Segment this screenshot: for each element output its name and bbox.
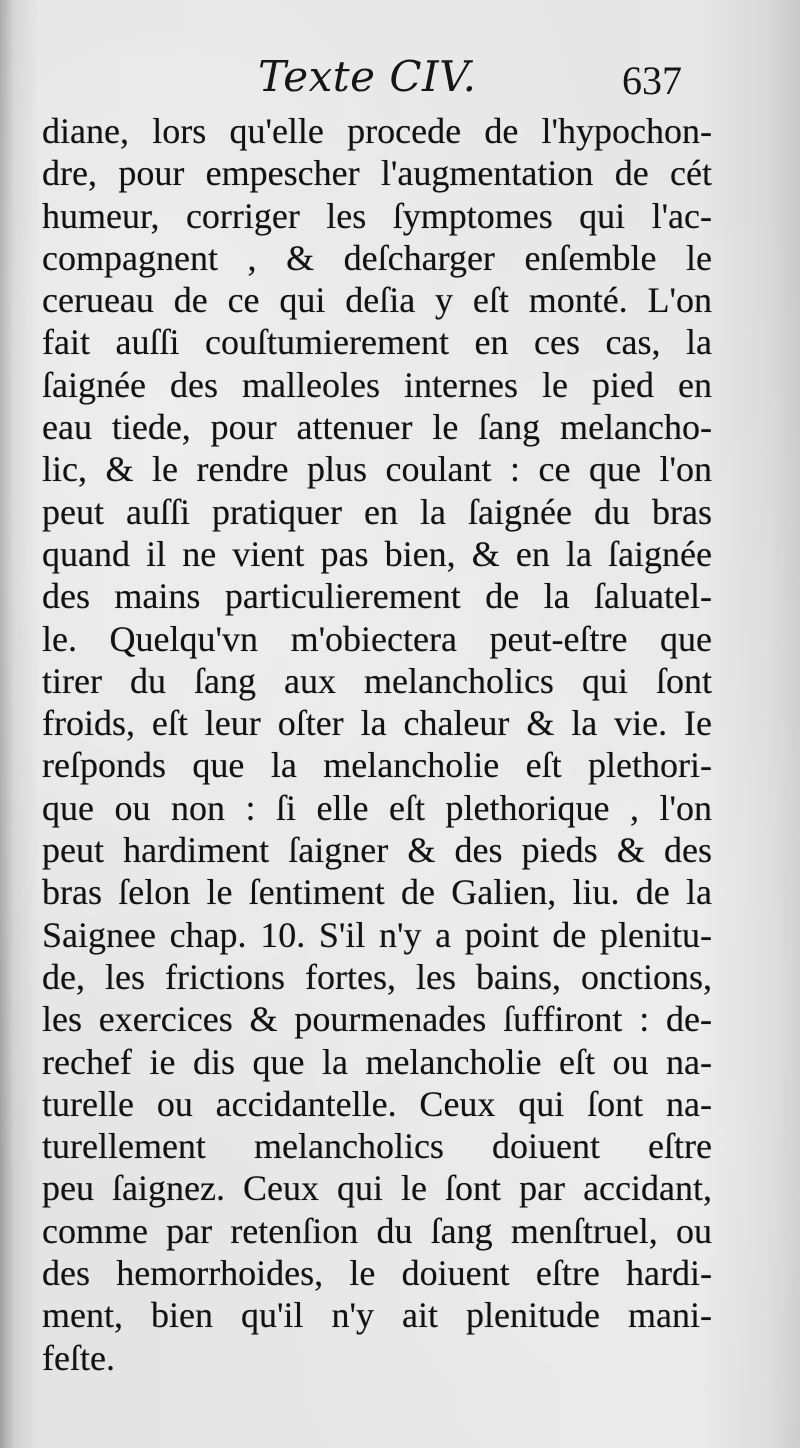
text-line: eau tiede, pour attenuer le ſang melancho-	[42, 407, 712, 448]
text-line: feſte.	[42, 1337, 115, 1378]
page-number: 637	[622, 58, 682, 103]
text-line: rechef ie dis que la melancholie eſt ou na-	[42, 1041, 712, 1082]
text-line: bras ſelon le ſentiment de Galien, liu. de la	[42, 872, 712, 913]
text-line: reſponds que la melancholie eſt plethori-	[42, 745, 712, 786]
text-line: diane, lors qu'elle procede de l'hypochon-	[42, 111, 712, 151]
text-line: Saignee chap. 10. S'il n'y a point de plenitu-	[42, 914, 712, 955]
text-line: froids, eſt leur oſter la chaleur & la vie. Ie	[42, 703, 712, 744]
text-line: des mains particulierement de la ſaluatel-	[42, 576, 712, 617]
text-line: que ou non : ſi elle eſt plethorique , l'on	[42, 787, 712, 828]
text-line: ſaignée des malleoles internes le pied en	[42, 364, 712, 405]
text-line: compagnent , & deſcharger enſemble le	[42, 237, 712, 278]
text-line: le. Quelqu'vn m'obiectera peut-eſtre que	[42, 618, 712, 659]
text-line: peut hardiment ſaigner & des pieds & des	[42, 830, 712, 871]
text-line: peut auſſi pratiquer en la ſaignée du bras	[42, 491, 712, 532]
text-line: quand il ne vient pas bien, & en la ſaignée	[42, 533, 712, 574]
text-line: comme par retenſion du ſang menſtruel, ou	[42, 1210, 712, 1251]
text-line: dre, pour empescher l'augmentation de cét	[42, 153, 712, 194]
text-line: tirer du ſang aux melancholics qui ſont	[42, 660, 712, 701]
text-line: de, les frictions fortes, les bains, onctions,	[42, 956, 712, 997]
text-line: ment, bien qu'il n'y ait plenitude mani-	[42, 1295, 712, 1336]
body-text	[42, 110, 712, 1379]
text-line: humeur, corriger les ſymptomes qui l'ac-	[42, 195, 712, 236]
text-line: peu ſaignez. Ceux qui le ſont par accidant,	[42, 1168, 712, 1209]
text-line: des hemorrhoides, le doiuent eſtre hardi-	[42, 1253, 712, 1294]
text-line: turelle ou accidantelle. Ceux qui ſont na-	[42, 1083, 712, 1124]
text-line: les exercices & pourmenades ſuffiront : de-	[42, 999, 712, 1040]
page-header	[0, 44, 800, 104]
text-line: fait auſſi couſtumierement en ces cas, la	[42, 322, 712, 363]
text-line: turellement melancholics doiuent eſtre	[42, 1126, 712, 1167]
text-line: lic, & le rendre plus coulant : ce que l'on	[42, 449, 712, 490]
running-title: Texte CIV.	[258, 52, 477, 101]
text-line: cerueau de ce qui deſia y eſt monté. L'on	[42, 280, 712, 321]
